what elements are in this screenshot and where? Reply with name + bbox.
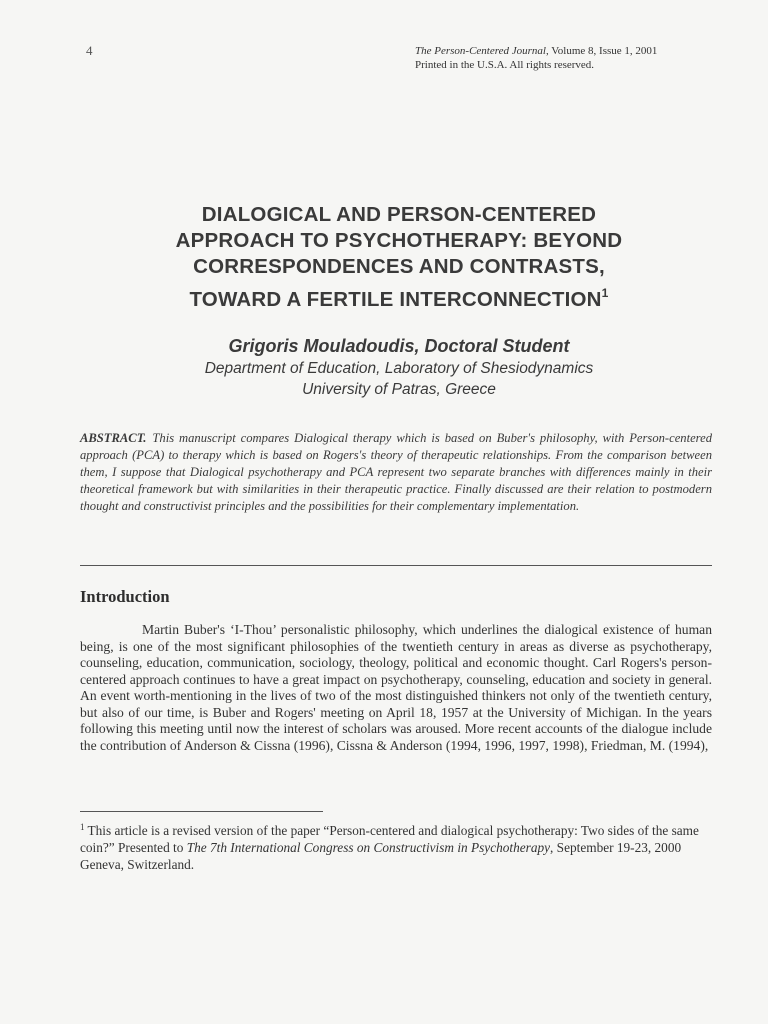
title-line: CORRESPONDENCES AND CONTRASTS,: [193, 255, 605, 278]
title-line: APPROACH TO PSYCHOTHERAPY: BEYOND: [175, 229, 623, 252]
abstract-text: This manuscript compares Dialogical therapy which is based on Buber's philosophy, with Person-centered approach (PCA) to therapy which is based on Rogers's theory of therapeutic relationships. From the comparison between them, I suppose that Dialogical psychotherapy and PCA represent two separate branches with differences mainly in their theoretical framework but with similarities in their therapeutic practice. Finally discussed are their relation to postmodern thought and constructivist principles and the possibilities for their complementary implementation.: [80, 431, 712, 513]
footnote-divider: [80, 811, 323, 812]
footnote-text-end: , September 19-23, 2000 Geneva, Switzerland.: [80, 840, 682, 872]
section-heading: Introduction: [80, 587, 170, 606]
department: Department of Education, Laboratory of Shesiodynamics: [204, 360, 594, 377]
title-line: TOWARD A FERTILE INTERCONNECTION: [189, 288, 602, 311]
title-footnote-mark: 1: [601, 286, 609, 300]
volume-issue: , Volume 8, Issue 1, 2001: [545, 45, 658, 57]
journal-name: The Person-Centered Journal: [415, 45, 546, 57]
abstract-label: ABSTRACT.: [80, 431, 147, 445]
journal-citation: [415, 44, 745, 58]
author-name: Grigoris Mouladoudis, Doctoral Student: [228, 336, 570, 356]
footnote-conference: The 7th International Congress on Constructivism in Psychotherapy: [186, 840, 551, 855]
footnote-text: This article is a revised version of the paper “Person-centered and dialogical psychotherapy: Two sides of the same coin?” Presented to: [80, 823, 699, 855]
running-head: [415, 44, 745, 72]
page-number: 4: [86, 43, 93, 58]
paper-title: [60, 202, 738, 313]
university: University of Patras, Greece: [302, 381, 496, 398]
introduction-paragraph: Martin Buber's ‘I-Thou’ personalistic philosophy, which underlines the dialogical existence of human being, is one of the most significant philosophies of the twentieth century in areas as diverse as psychotherapy, counseling, education, communication, sociology, theology, political and economic thought. Carl Rogers's person-centered approach continues to have a great impact on psychotherapy, counseling, education and society in general. An event worth-mentioning in the lives of two of the most distinguished thinkers not only of the twentieth century, but also of our time, is Buber and Rogers' meeting on April 18, 1957 at the University of Michigan. In the years following this meeting until now the interest of scholars was aroused. More recent accounts of the dialogue include the contribution of Anderson & Cissna (1996), Cissna & Anderson (1994, 1996, 1997, 1998), Friedman, M. (1994),: [80, 622, 712, 753]
section-divider: [80, 565, 712, 566]
abstract: [80, 430, 712, 515]
copyright-line: Printed in the U.S.A. All rights reserved.: [415, 59, 595, 71]
footnote-mark: 1: [80, 822, 85, 832]
footnote: [80, 819, 712, 873]
title-line: DIALOGICAL AND PERSON-CENTERED: [201, 203, 597, 226]
author-affiliation: [60, 358, 738, 400]
